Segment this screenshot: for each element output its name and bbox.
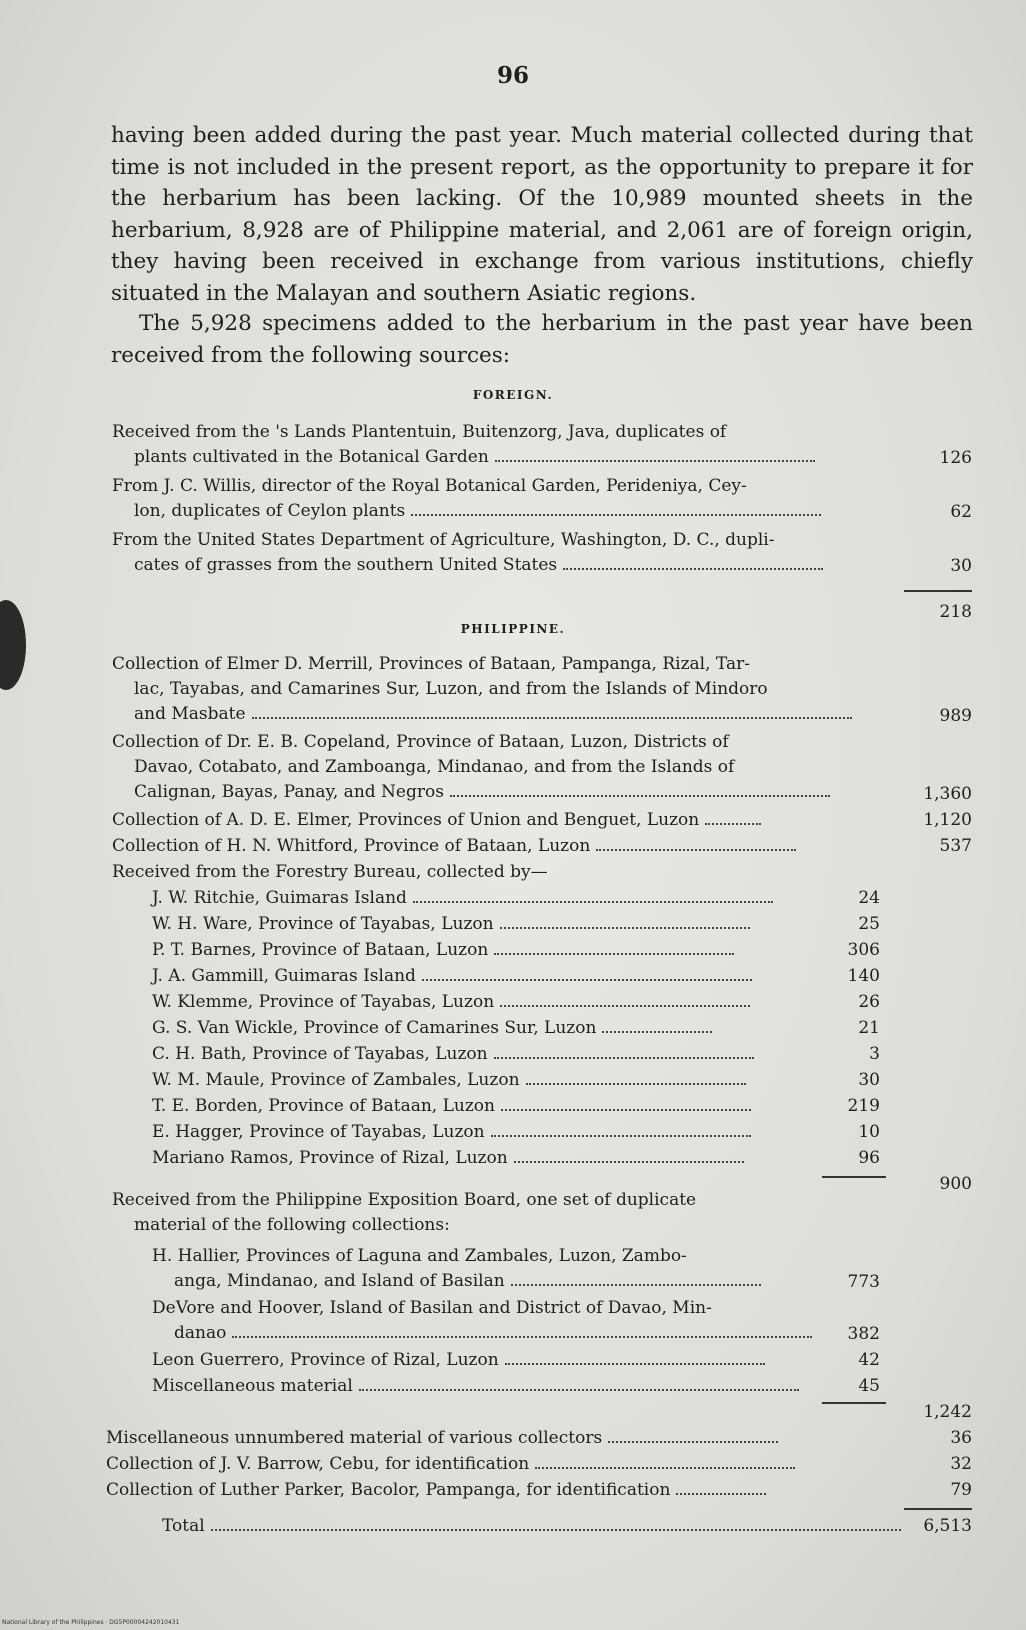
entry-line: From the United States Department of Agriculture, Washington, D. C., dupli-: [112, 530, 775, 550]
scan-footer: National Library of the Philippines · DG5P00004242010431: [2, 1619, 180, 1626]
entry-line: Collection of Dr. E. B. Copeland, Province of Bataan, Luzon, Districts of: [112, 732, 729, 752]
collector-count: 30: [858, 1070, 880, 1090]
collector-count: 45: [858, 1376, 880, 1396]
entry-count: 1,120: [923, 810, 972, 830]
entry-line: Collection of Elmer D. Merrill, Provinces of Bataan, Pampanga, Rizal, Tar-: [112, 654, 750, 674]
entry-line: lon, duplicates of Ceylon plants: [134, 501, 406, 521]
entry-line: plants cultivated in the Botanical Garden: [134, 447, 489, 467]
collector-name: W. Klemme, Province of Tayabas, Luzon: [152, 992, 495, 1012]
collector-count: 96: [858, 1148, 880, 1168]
misc-count: 32: [950, 1454, 972, 1474]
entry-line: Collection of H. N. Whitford, Province of Bataan, Luzon: [112, 836, 591, 856]
collector-name: E. Hagger, Province of Tayabas, Luzon: [152, 1122, 485, 1142]
misc-count: 79: [950, 1480, 972, 1500]
entry-line: Collection of A. D. E. Elmer, Provinces of Union and Benguet, Luzon: [112, 810, 700, 830]
forestry-heading: Received from the Forestry Bureau, collected by—: [112, 862, 548, 882]
collector-name: Mariano Ramos, Province of Rizal, Luzon: [152, 1148, 508, 1168]
total-label: Total: [162, 1516, 205, 1536]
entry-line: Calignan, Bayas, Panay, and Negros: [134, 782, 444, 802]
collector-name: W. M. Maule, Province of Zambales, Luzon: [152, 1070, 520, 1090]
grand-total: 6,513: [923, 1516, 972, 1536]
collector-name: J. W. Ritchie, Guimaras Island: [152, 888, 407, 908]
collector-count: 306: [847, 940, 880, 960]
entry-count: 126: [939, 448, 972, 468]
entry-line: cates of grasses from the southern United States: [134, 555, 558, 575]
exposition-line: Received from the Philippine Exposition Board, one set of duplicate: [112, 1190, 697, 1210]
grand-total-rule: [904, 1508, 972, 1510]
misc-name: Collection of J. V. Barrow, Cebu, for identification: [106, 1454, 530, 1474]
entry-line: lac, Tayabas, and Camarines Sur, Luzon, and from the Islands of Mindoro: [134, 679, 768, 699]
entry-count: 30: [950, 556, 972, 576]
collector-count: 25: [858, 914, 880, 934]
entry-line: Davao, Cotabato, and Zamboanga, Mindanao, and from the Islands of: [134, 757, 735, 777]
foreign-heading: FOREIGN.: [472, 388, 554, 402]
collector-count: 26: [858, 992, 880, 1012]
collector-name: J. A. Gammill, Guimaras Island: [152, 966, 416, 986]
forestry-total: 900: [939, 1174, 972, 1194]
entry-line: From J. C. Willis, director of the Royal Botanical Garden, Perideniya, Cey-: [112, 476, 747, 496]
collector-line: DeVore and Hoover, Island of Basilan and District of Davao, Min-: [152, 1298, 712, 1318]
collector-name: W. H. Ware, Province of Tayabas, Luzon: [152, 914, 494, 934]
entry-count: 62: [950, 502, 972, 522]
collector-count: 140: [847, 966, 880, 986]
scan-blot: [0, 600, 26, 690]
entry-count: 537: [939, 836, 972, 856]
intro-paragraph-1: having been added during the past year. Much material collected during that time is not included in the present report, as the opportunity to prepare it for the herbarium has been lacking. Of the 10,989 mounted sheets in the herbarium, 8,928 are of Philippine material, and 2,061 are of foreign origin, they having been received in exchange from various institutions, chiefly situated in the Malayan and southern Asiatic regions.: [111, 123, 973, 306]
intro-paragraph-2: The 5,928 specimens added to the herbarium in the past year have been received from the following sources:: [111, 311, 973, 368]
collector-count: 42: [858, 1350, 880, 1370]
collector-name: P. T. Barnes, Province of Bataan, Luzon: [152, 940, 489, 960]
collector-count: 21: [858, 1018, 880, 1038]
collector-name: C. H. Bath, Province of Tayabas, Luzon: [152, 1044, 488, 1064]
misc-count: 36: [950, 1428, 972, 1448]
exposition-total: 1,242: [923, 1402, 972, 1422]
misc-name: Collection of Luther Parker, Bacolor, Pampanga, for identification: [106, 1480, 671, 1500]
entry-line: Received from the 's Lands Plantentuin, Buitenzorg, Java, duplicates of: [112, 422, 727, 442]
collector-count: 382: [847, 1324, 880, 1344]
subtotal-rule: [822, 1402, 886, 1404]
collector-count: 3: [869, 1044, 880, 1064]
foreign-total: 218: [939, 602, 972, 622]
collector-count: 10: [858, 1122, 880, 1142]
collector-line: danao: [174, 1323, 227, 1343]
collector-line: Miscellaneous material: [152, 1376, 353, 1396]
entry-line: and Masbate: [134, 704, 246, 724]
subtotal-rule: [904, 590, 972, 592]
collector-count: 219: [847, 1096, 880, 1116]
subtotal-rule: [822, 1176, 886, 1178]
collector-name: T. E. Borden, Province of Bataan, Luzon: [152, 1096, 495, 1116]
entry-count: 989: [939, 706, 972, 726]
philippine-heading: PHILIPPINE.: [460, 622, 566, 636]
collector-line: Leon Guerrero, Province of Rizal, Luzon: [152, 1350, 499, 1370]
exposition-line: material of the following collections:: [134, 1215, 450, 1235]
collector-line: anga, Mindanao, and Island of Basilan: [174, 1271, 505, 1291]
entry-count: 1,360: [923, 784, 972, 804]
page-number: 96: [496, 62, 529, 89]
collector-name: G. S. Van Wickle, Province of Camarines Sur, Luzon: [152, 1018, 597, 1038]
misc-name: Miscellaneous unnumbered material of various collectors: [106, 1428, 603, 1448]
collector-count: 24: [858, 888, 880, 908]
collector-count: 773: [847, 1272, 880, 1292]
collector-line: H. Hallier, Provinces of Laguna and Zambales, Luzon, Zambo-: [152, 1246, 687, 1266]
